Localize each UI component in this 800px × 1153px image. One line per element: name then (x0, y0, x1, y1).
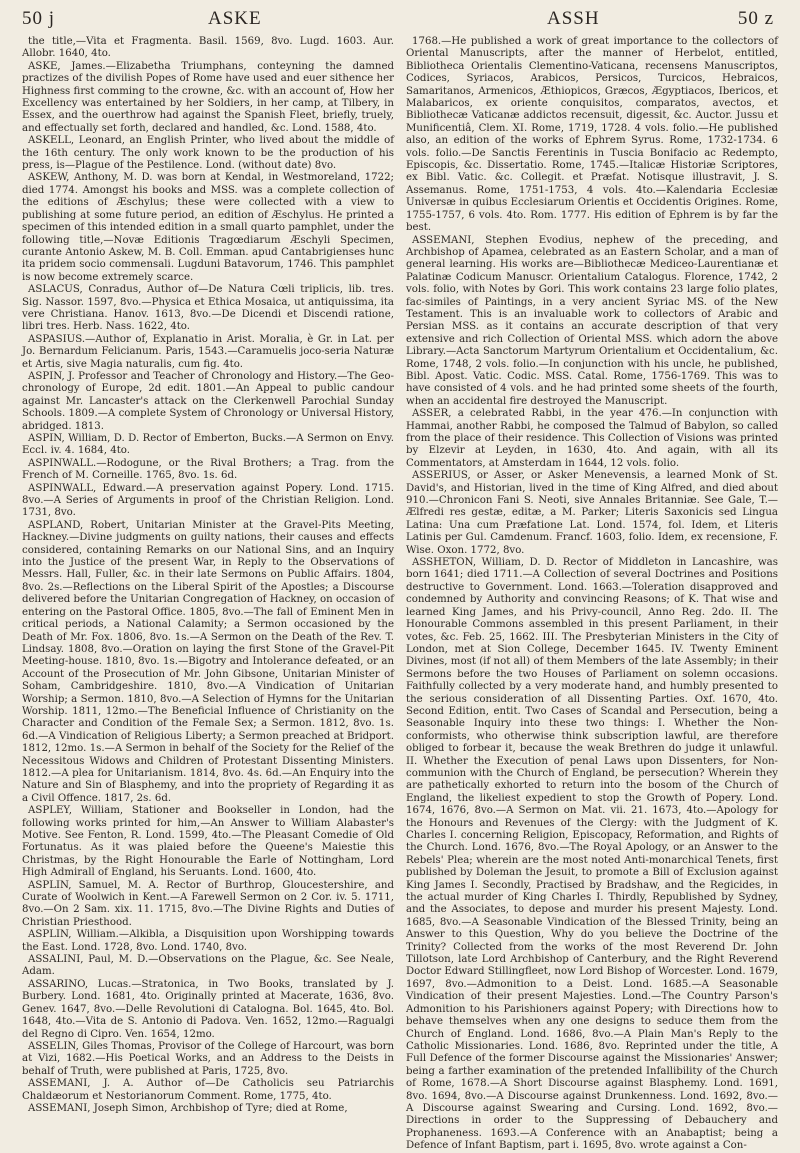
entry: ASSERIUS, or Asser, or Asker Menevensis, a learned Monk of St. David's, and Historian, lived in the time of King Alfred, and died about 910.—Chronicon Fani S. Neoti, sive Annales Britanniæ. See Gale, T.—Ælfredi res gestæ, editæ, a M. Parker; Literis Saxonicis sed Lingua Latina: Una cum Præfatione Lat. Lond. 1574, fol. Idem, et Literis Latinis per Gul. Camdenum. Francf. 1603, folio. Idem, ex recensione, F. Wise. Oxon. 1772, 8vo. (406, 470, 778, 556)
entry: ASSEMANI, Stephen Evodius, nephew of the preceding, and Archbishop of Apamea, celebrated as an Eastern Scholar, and a man of general learning. His works are—Bibliothecæ Mediceo-Laurentianæ et Palatinæ Codicum Manuscr. Orientalium Catalogus. Florence, 1742, 2 vols. folio, with Notes by Gori. This work contains 23 large folio plates, fac-similes of Paintings, in a very ancient Syriac MS. of the New Testament. This is an invaluable work to collectors of Arabic and Persian MSS. as it contains an accurate description of that very extensive and rich Collection of Oriental MSS. which adorn the above Library.—Acta Sanctorum Martyrum Orientalium et Occidentalium, &c. Rome, 1748, 2 vols. folio.—In conjunction with his uncle, he published, Bibl. Apost. Vatic. Codic. MSS. Catal. Rome, 1756-1769. This was to have consisted of 4 vols. and he had printed some sheets of the fourth, when an accidental fire destroyed the Manuscript. (406, 234, 778, 407)
entry: ASPLIN, William.—Alkibla, a Disquisition upon Worshipping towards the East. Lond. 1728, 8vo. Lond. 1740, 8vo. (22, 929, 394, 953)
catchword-left: ASKE (208, 8, 262, 29)
entry: ASSELIN, Giles Thomas, Provisor of the College of Harcourt, was born at Vizi, 1682.—His Poetical Works, and an Address to the Deists in behalf of Truth, were published at Paris, 1725, 8vo. (22, 1040, 395, 1077)
entry: ASSEMANI, Joseph Simon, Archbishop of Tyre; died at Rome, (28, 1102, 348, 1114)
entry: ASSEMANI, J. A. Author of—De Catholicis seu Patriarchis Chaldæorum et Nestorianorum Comment. Rome, 1775, 4to. (22, 1078, 394, 1102)
entry: ASPIN, William, D. D. Rector of Emberton, Bucks.—A Sermon on Envy. Eccl. iv. 4. 1684, 4to. (22, 433, 394, 457)
entry: ASLACUS, Conradus, Author of—De Natura Cœli triplicis, lib. tres. Sig. Nassor. 1597, 8vo.—Physica et Ethica Mosaica, ut antiquissima, ita vere Christiana. Hanov. 1613, 8vo.—De Dicendi et Discendi ratione, libri tres. Herb. Nass. 1622, 4to. (22, 284, 394, 333)
entry: ASPINWALL, Edward.—A preservation against Popery. Lond. 1715. 8vo.—A Series of Arguments in proof of the Christian Religion. Lond. 1731, 8vo. (22, 482, 394, 519)
entry: ASPIN, J. Professor and Teacher of Chronology and History.—The Geo-chronology of Europe, 2d edit. 1801.—An Appeal to public candour against Mr. Lancaster's attack on the Clerkenwell Parochial Sunday Schools. 1809.—A complete System of Chronology or Universal History, abridged. 1813. (22, 370, 394, 432)
page-header (22, 8, 774, 32)
page-number-left: 50 j (22, 8, 56, 29)
left-column (22, 36, 395, 1114)
entry: ASPINWALL.—Rodogune, or the Rival Brothers; a Trag. from the French of M. Corneille. 1765, 8vo. 1s. 6d. (22, 457, 394, 482)
entry: ASKELL, Leonard, an English Printer, who lived about the middle of the 16th century. The only work known to be the production of his press, is—Plague of the Pestilence. Lond. (without date) 8vo. (22, 135, 394, 172)
entry: ASPLIN, Samuel, M. A. Rector of Burthrop, Gloucestershire, and Curate of Woolwich in Kent.—A Farewell Sermon on 2 Cor. iv. 5. 1711, 8vo.—On 2 Sam. xix. 11. 1715, 8vo.—The Divine Rights and Duties of Christian Priesthood. (22, 879, 394, 928)
page-number-right: 50 z (737, 8, 774, 29)
entry: ASPASIUS.—Author of, Explanatio in Arist. Moralia, è Gr. in Lat. per Jo. Bernardum Felicianum. Paris, 1543.—Caramuelis joco-seria Naturæ et Artis, sive Magia naturalis, cum fig. 4to. (22, 333, 394, 370)
entry: ASKE, James.—Elizabetha Triumphans, conteyning the damned practizes of the divilish Popes of Rome have used and euer sithence her Highness first comming to the crowne, &c. with an account of, How her Excellency was entertained by her Soldiers, in her camp, at Tilbery, in Essex, and the ouerthrow had against the Spanish Fleet, briefly, truely, and effectually set forth, declared and handled, &c. Lond. 1588, 4to. (22, 60, 394, 134)
entry: 1768.—He published a work of great importance to the collectors of Oriental Manuscripts, after the manner of Herbelot, entitled, Bibliotheca Orientalis Clementino-Vaticana, recensens Manuscriptos, Codices, Syriacos, Arabicos, Persicos, Turcicos, Hebraicos, Samaritanos, Armenicos, Æthiopicos, Græcos, Ægyptiacos, Ibericos, et Malabaricos, ex oriente conquisitos, comparatos, avectos, et Bibliothecæ Vaticanæ addictos recensuit, digessit, &c. Auctor. Jussu et Munificentiâ, Clem. XI. Rome, 1719, 1728. 4 vols. folio.—He published also, an edition of the works of Ephrem Syrus. Rome, 1732-1734. 6 vols. folio.—De Sanctis Ferentinis in Tuscia Bonifacio ac Redempto, Episcopis, &c. Dissertatio. Rome, 1745.—Italicæ Historiæ Scriptores, ex Bibl. Vatic. &c. Collegit. et Præfat. Notisque illustravit, J. S. Assemanus. Rome, 1751-1753, 4 vols. 4to.—Kalendaria Ecclesiæ Universæ in quibus Ecclesiarum Orientis et Occidentis Origines. Rome, 1755-1757, 6 vols. 4to. Rom. 1777. His edition of Ephrem is by far the best. (406, 36, 778, 234)
entry: ASSER, a celebrated Rabbi, in the year 476.—In conjunction with Hammai, another Rabbi, he composed the Talmud of Babylon, so called from the place of their residence. This Collection of Visions was printed by Elzevir at Leyden, in 1630, 4to. And again, with all its Commentators, at Amsterdam in 1644, 12 vols. folio. (406, 408, 778, 469)
catchword-right: ASSH (547, 8, 600, 29)
entry: ASPLEY, William, Stationer and Bookseller in London, had the following works printed for him,—An Answer to William Alabaster's Motive. See Fenton, R. Lond. 1599, 4to.—The Pleasant Comedie of Old Fortunatus. As it was plaied before the Queene's Maiestie this Christmas, by the Right Honourable the Earle of Nottingham, Lord High Admirall of England, his Seruants. Lond. 1600, 4to. (22, 805, 394, 879)
entry: ASSHETON, William, D. D. Rector of Middleton in Lancashire, was born 1641; died 1711.—A Collection of several Doctrines and Positions destructive to Government. Lond. 1663.—Toleration disapproved and condemned by Authority and convincing Reasons; of K. That wise and learned King James, and his Privy-council, Anno Reg. 2do. II. The Honourable Commons assembled in this present Parliament, in their votes, &c. Feb. 25, 1662. III. The Presbyterian Ministers in the City of London, met at Sion College, December 1645. IV. Twenty Eminent Divines, most (if not all) of them Members of the late Assembly; in their Sermons before the two Houses of Parliament on solemn occasions. Faithfully collected by a very moderate hand, and humbly presented to the serious consideration of all Dissenting Parties. Oxf. 1670, 4to. Second Edition, entit. Two Cases of Scandal and Persecution, being a Seasonable Inquiry into these two things: I. Whether the Non-conformists, who otherwise think subscription lawful, are therefore obliged to forbear it, because the weak Brethren do judge it unlawful. II. Whether the Execution of penal Laws upon Dissenters, for Non-communion with the Church of England, be persecution? Wherein they are pathetically exhorted to return into the bosom of the Church of England, the likeliest expedient to stop the Growth of Popery. Lond. 1674, 1676, 8vo.—A Sermon on Mat. vii. 21. 1673, 4to.—Apology for the Honours and Revenues of the Clergy: with the Judgment of K. Charles I. concerning Religion, Episcopacy, Reformation, and Rights of the Church. Lond. 1676, 8vo.—The Royal Apology, or an Answer to the Rebels' Plea; wherein are the most noted Anti-monarchical Tenets, first published by Doleman the Jesuit, to promote a Bill of Exclusion against King James I. Secondly, Practised by Bradshaw, and the Regicides, in the actual murder of King Charles I. Thirdly, Republished by Sydney, and the Associates, to depose and murder his present Majesty. Lond. 1685, 8vo.—A Seasonable Vindication of the Blessed Trinity, being an Answer to this Question, Why do you believe the Doctrine of the Trinity? Collected from the works of the most Reverend Dr. John Tillotson, late Lord Archbishop of Canterbury, and the Right Reverend Doctor Edward Stillingfleet, now Lord Bishop of Worcester. Lond. 1679, 1697, 8vo.—Admonition to a Deist. Lond. 1685.—A Seasonable Vindication of their present Majesties. Lond.—The Country Parson's Admonition to his Parishioners against Popery; with Directions how to behave themselves when any one designs to seduce them from the Church of England. Lond. 1686, 8vo.—A Plain Man's Reply to the Catholic Missionaries. Lond. 1686, 8vo. Reprinted under the title, A Full Defence of the former Discourse against the Missionaries' Answer; being a farther examination of the pretended Infallibility of the Church of Rome, 1678.—A Short Discourse against Blasphemy. Lond. 1691, 8vo. 1694, 8vo.—A Discourse against Drunkenness. Lond. 1692, 8vo.—A Discourse against Swearing and Cursing. Lond. 1692, 8vo.—Directions in order to the Suppressing of Debauchery and Prophaneness. 1693.—A Conference with an Anabaptist; being a Defence of Infant Baptism, part i. 1695, 8vo. wrote against a Con- (406, 557, 778, 1152)
entry: ASSALINI, Paul, M. D.—Observations on the Plague, &c. See Neale, Adam. (22, 954, 394, 978)
entry: ASSARINO, Lucas.—Stratonica, in Two Books, translated by J. Burbery. Lond. 1681, 4to. Originally printed at Macerate, 1636, 8vo. Genev. 1647, 8vo.—Delle Revolutioni di Catalogna. Bol. 1645, 4to. Bol. 1648, 4to.—Vita de S. Antonio di Padova. Ven. 1652, 12mo.—Ragualgi del Regno di Cipro. Ven. 1654, 12mo. (22, 978, 394, 1040)
right-column (406, 36, 778, 1152)
entry: ASPLAND, Robert, Unitarian Minister at the Gravel-Pits Meeting, Hackney.—Divine judgments on guilty nations, their causes and effects considered, containing Remarks on our National Sins, and an Inquiry into the Justice of the present War, in Reply to the Observations of Messrs. Hall, Fuller, &c. in their late Sermons on Public Affairs. 1804, 8vo. 2s.—Reflections on the Liberal Spirit of the Apostles; a Discourse delivered before the Unitarian Congregation of Hackney, on occasion of entering on the Pastoral Office. 1805, 8vo.—The fall of Eminent Men in critical periods, a National Calamity; a Sermon occasioned by the Death of Mr. Fox. 1806, 8vo. 1s.—A Sermon on the Death of the Rev. T. Lindsay. 1808, 8vo.—Oration on laying the first Stone of the Gravel-Pit Meeting-house. 1810, 8vo. 1s.—Bigotry and Intolerance defeated, or an Account of the Prosecution of Mr. John Gibsone, Unitarian Minister of Soham, Cambridgeshire. 1810, 8vo.—A Vindication of Unitarian Worship; a Sermon. 1810, 8vo.—A Selection of Hymns for the Unitarian Worship. 1811, 12mo.—The Beneficial Influence of Christianity on the Character and Condition of the Female Sex; a Sermon. 1812, 8vo. 1s. 6d.—A Vindication of Religious Liberty; a Sermon preached at Bridport. 1812, 12mo. 1s.—A Sermon in behalf of the Society for the Relief of the Necessitous Widows and Children of Protestant Dissenting Ministers. 1812.—A plea for Unitarianism. 1814, 8vo. 4s. 6d.—An Enquiry into the Nature and Sin of Blasphemy, and into the propriety of Regarding it as a Civil Offence. 1817, 2s. 6d. (22, 519, 394, 804)
entry: the title,—Vita et Fragmenta. Basil. 1569, 8vo. Lugd. 1603. Aur. Allobr. 1640, 4to. (22, 36, 394, 60)
entry: ASKEW, Anthony, M. D. was born at Kendal, in Westmoreland, 1722; died 1774. Amongst his books and MSS. was a complete collection of the editions of Æschylus; these were collected with a view to publishing at some future period, an edition of Æschylus. He printed a specimen of this intended edition in a small quarto pamphlet, under the following title,—Novæ Editionis Tragœdiarum Æschyli Specimen, curante Antonio Askew, M. B. Coll. Emman. apud Cantabrigienses hunc ita pridem socio commensali. Lugduni Batavorum, 1746. This pamphlet is now become extremely scarce. (22, 172, 394, 283)
